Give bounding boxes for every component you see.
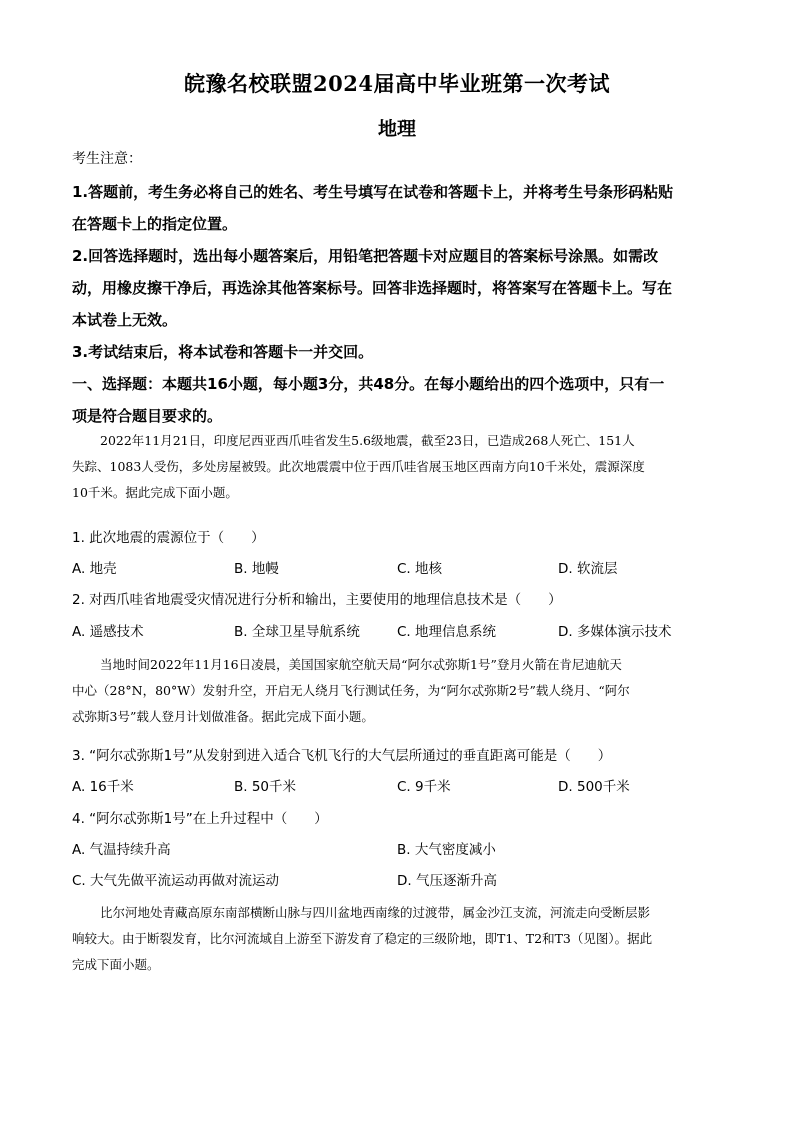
notice-line: 2.回答选择题时，选出每小题答案后，用铅笔把答题卡对应题目的答案标号涂黑。如需改 bbox=[72, 247, 659, 265]
question-4-option-d: D. 气压逐渐升高 bbox=[397, 873, 497, 889]
passage-line: 忒弥斯3号”载人登月计划做准备。据此完成下面小题。 bbox=[72, 709, 374, 724]
question-2-option-b: B. 全球卫星导航系统 bbox=[234, 624, 360, 640]
passage-line: 中心（28°N，80°W）发射升空，开启无人绕月飞行测试任务，为“阿尔忒弥斯2号”载人绕月、“阿尔 bbox=[72, 683, 630, 698]
notice-line: 动，用橡皮擦干净后，再选涂其他答案标号。回答非选择题时，将答案写在答题卡上。写在 bbox=[72, 279, 673, 297]
question-1-stem: 1. 此次地震的震源位于（ ） bbox=[72, 530, 265, 546]
question-3-option-a: A. 16千米 bbox=[72, 779, 134, 795]
subject-title: 地理 bbox=[377, 118, 416, 140]
notice-line: 3.考试结束后，将本试卷和答题卡一并交回。 bbox=[72, 343, 374, 361]
question-3-option-b: B. 50千米 bbox=[234, 779, 297, 795]
passage-line: 失踪、1083人受伤，多处房屋被毁。此次地震震中位于西爪哇省展玉地区西南方向10千米处，震源深度 bbox=[72, 459, 645, 474]
exam-title: 皖豫名校联盟2024届高中毕业班第一次考试 bbox=[184, 71, 610, 96]
question-4-option-b: B. 大气密度减小 bbox=[397, 842, 496, 858]
question-2-option-c: C. 地理信息系统 bbox=[397, 624, 497, 640]
passage-line: 响较大。由于断裂发育，比尔河流域自上游至下游发育了稳定的三级阶地，即T1、T2和T3（见图）。据此 bbox=[72, 931, 653, 946]
question-2-stem: 2. 对西爪哇省地震受灾情况进行分析和输出，主要使用的地理信息技术是（ ） bbox=[72, 592, 562, 608]
notice-instructions bbox=[72, 176, 722, 368]
question-3-stem: 3. “阿尔忒弥斯1号”从发射到进入适合飞机飞行的大气层所通过的垂直距离可能是（ ） bbox=[72, 748, 612, 764]
passage-line: 10千米。据此完成下面小题。 bbox=[72, 485, 238, 500]
notice-heading: 考生注意： bbox=[72, 151, 142, 167]
passage-earthquake bbox=[72, 428, 722, 506]
section-heading bbox=[72, 368, 722, 432]
notice-line: 本试卷上无效。 bbox=[72, 311, 178, 329]
question-1-option-d: D. 软流层 bbox=[558, 561, 618, 577]
question-4-option-a: A. 气温持续升高 bbox=[72, 842, 171, 858]
section-line: 项是符合题目要求的。 bbox=[72, 407, 223, 425]
question-1-option-a: A. 地壳 bbox=[72, 561, 117, 577]
question-2-option-d: D. 多媒体演示技术 bbox=[558, 624, 672, 640]
passage-artemis bbox=[72, 652, 722, 730]
question-1-option-b: B. 地幔 bbox=[234, 561, 279, 577]
question-3-option-c: C. 9千米 bbox=[397, 779, 451, 795]
section-line: 一、选择题：本题共16小题，每小题3分，共48分。在每小题给出的四个选项中，只有一 bbox=[72, 375, 665, 393]
passage-bier-river bbox=[72, 900, 722, 978]
question-1-option-c: C. 地核 bbox=[397, 561, 443, 577]
passage-line: 当地时间2022年11月16日凌晨，美国国家航空航天局“阿尔忒弥斯1号”登月火箭在肯尼迪航天 bbox=[100, 657, 622, 672]
passage-line: 2022年11月21日，印度尼西亚西爪哇省发生5.6级地震，截至23日，已造成268人死亡、151人 bbox=[100, 433, 635, 448]
question-4-option-c: C. 大气先做平流运动再做对流运动 bbox=[72, 873, 280, 889]
passage-line: 完成下面小题。 bbox=[72, 957, 160, 972]
question-2-option-a: A. 遥感技术 bbox=[72, 624, 144, 640]
notice-line: 1.答题前，考生务必将自己的姓名、考生号填写在试卷和答题卡上，并将考生号条形码粘贴 bbox=[72, 183, 674, 201]
question-4-stem: 4. “阿尔忒弥斯1号”在上升过程中（ ） bbox=[72, 811, 328, 827]
passage-line: 比尔河地处青藏高原东南部横断山脉与四川盆地西南缘的过渡带，属金沙江支流，河流走向受断层影 bbox=[100, 905, 651, 920]
question-3-option-d: D. 500千米 bbox=[558, 779, 630, 795]
notice-line: 在答题卡上的指定位置。 bbox=[72, 215, 238, 233]
notice-block bbox=[72, 147, 722, 171]
